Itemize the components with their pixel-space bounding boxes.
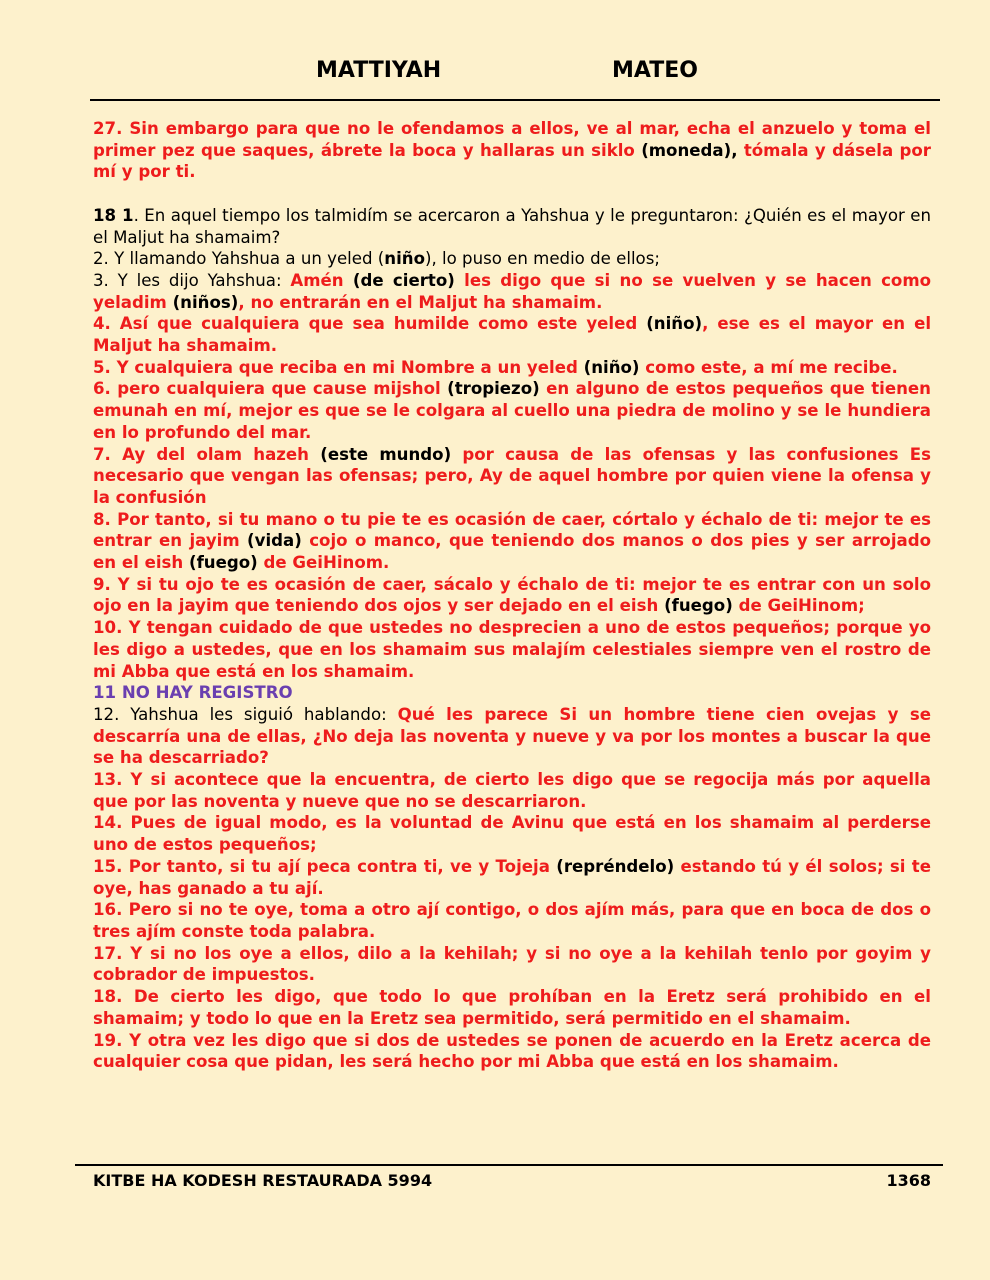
verse-text: de GeiHinom; <box>732 596 865 616</box>
verse-text: 2. Y llamando Yahshua a un yeled ( <box>93 249 385 269</box>
scripture-text <box>93 118 931 1073</box>
verse-gloss: niño <box>384 249 425 269</box>
verse-18-1 <box>93 205 931 248</box>
verse-text: estando tú y él solos; si te oye, has ganado a tu ají. <box>93 856 931 898</box>
verse-16 <box>93 899 931 942</box>
verse-gloss: (fuego) <box>188 553 258 573</box>
verse-6 <box>93 378 931 443</box>
verse-gloss: (niño) <box>583 357 640 377</box>
verse-14 <box>93 812 931 855</box>
verse-text: 27. Sin embargo para que no le ofendamos a ellos, ve al mar, echa el anzuelo y toma el primer pez que saques, ábrete la boca y hallaras un siklo <box>93 119 931 160</box>
verse-gloss: (moneda), <box>641 140 738 160</box>
header-book-spanish: MATEO <box>612 58 698 83</box>
verse-gloss: (niño) <box>646 314 703 334</box>
verse-gloss: (de cierto) <box>343 270 455 290</box>
page-number: 1368 <box>886 1171 931 1190</box>
verse-12 <box>93 704 931 769</box>
verse-text: les digo que si no se vuelven y se hacen como yeladim <box>93 270 932 312</box>
verse-text: cojo o manco, que teniendo dos manos o dos pies y ser arrojado en el eish <box>93 531 931 573</box>
verse-text: 4. Así que cualquiera que sea humilde como este yeled <box>93 314 647 334</box>
verse-gloss: (repréndelo) <box>556 856 675 876</box>
verse-text: 14. Pues de igual modo, es la voluntad de Avinu que está en los shamaim al perderse uno de estos pequeños; <box>93 813 931 855</box>
verse-text: por causa de las ofensas y las confusiones Es necesario que vengan las ofensas; pero, Ay de aquel hombre por quien viene la ofensa y la confusión <box>93 444 931 507</box>
verse-text: 17. Y si no los oye a ellos, dilo a la kehilah; y si no oye a la kehilah tenlo por goyim y cobrador de impuestos. <box>93 943 931 985</box>
footer-rule <box>75 1164 943 1166</box>
verse-text: ), lo puso en medio de ellos; <box>424 249 660 269</box>
verse-gloss: (este mundo) <box>320 444 452 464</box>
verse-3 <box>93 270 931 313</box>
verse-text: Amén <box>290 270 344 290</box>
verse-9 <box>93 574 931 617</box>
verse-gloss: (vida) <box>247 531 302 551</box>
verse-text: 6. pero cualquiera que cause mijshol <box>93 379 448 399</box>
verse-text: 16. Pero si no te oye, toma a otro ají contigo, o dos ajím más, para que en boca de dos o tres ajím conste toda palabra. <box>93 900 931 941</box>
verse-11 <box>93 682 931 704</box>
verse-text: como este, a mí me recibe. <box>639 357 898 377</box>
verse-8 <box>93 509 931 574</box>
paragraph-gap <box>93 183 931 205</box>
verse-text: 9. Y si tu ojo te es ocasión de caer, sácalo y échalo de ti: mejor te es entrar con un solo ojo en la jayim que teniendo dos ojos y ser dejado en el eish <box>93 574 931 616</box>
page-footer <box>93 1171 931 1195</box>
verse-5 <box>93 357 931 379</box>
verse-18 <box>93 986 931 1029</box>
verse-text: , no entrarán en el Maljut ha shamaim. <box>238 292 603 312</box>
verse-gloss: (fuego) <box>664 596 733 616</box>
verse-text: 18. De cierto les digo, que todo lo que prohíban en la Eretz será prohibido en el shamaim; y todo lo que en la Eretz sea permitido, será permitido en el shamaim. <box>93 987 931 1028</box>
verse-27 <box>93 118 931 183</box>
verse-15 <box>93 856 931 899</box>
verse-text: 5. Y cualquiera que reciba en mi Nombre a un yeled <box>93 357 584 377</box>
verse-19 <box>93 1030 931 1073</box>
verse-text: . En aquel tiempo los talmidím se acercaron a Yahshua y le preguntaron: ¿Quién es el mayor en el Maljut ha shamaim? <box>93 205 931 247</box>
verse-text: 19. Y otra vez les digo que si dos de ustedes se ponen de acuerdo en la Eretz acerca de cualquier cosa que pidan, les será hecho por mi Abba que está en los shamaim. <box>93 1030 931 1072</box>
verse-text: de GeiHinom. <box>257 553 390 573</box>
verse-text: 7. Ay del olam hazeh <box>93 444 321 464</box>
verse-text: 10. Y tengan cuidado de que ustedes no desprecien a uno de estos pequeños; porque yo les digo a ustedes, que en los shamaim sus malajím celestiales siempre ven el rostro de mi Abba que está en los shamaim. <box>93 618 931 681</box>
header-book-hebrew: MATTIYAH <box>316 58 442 83</box>
verse-7 <box>93 444 931 509</box>
chapter-number: 18 1 <box>93 205 134 225</box>
verse-text: 15. Por tanto, si tu ají peca contra ti, ve y Tojeja <box>93 856 557 876</box>
verse-4 <box>93 313 931 356</box>
no-record-notice: 11 NO HAY REGISTRO <box>93 683 293 703</box>
header-rule <box>90 99 940 101</box>
verse-13 <box>93 769 931 812</box>
verse-text: 3. Y les dijo Yahshua: <box>93 270 291 290</box>
verse-2 <box>93 248 931 270</box>
page-header <box>0 58 990 88</box>
verse-text: Qué les parece Si un hombre tiene cien ovejas y se descarría una de ellas, ¿No deja las noventa y nueve y va por los montes a buscar la que se ha descarriado? <box>93 704 931 768</box>
verse-text: 8. Por tanto, si tu mano o tu pie te es ocasión de caer, córtalo y échalo de ti: mejor te es entrar en jayim <box>93 509 931 551</box>
verse-text: tómala y dásela por mí y por ti. <box>93 140 931 182</box>
footer-title: KITBE HA KODESH RESTAURADA 5994 <box>93 1171 433 1190</box>
verse-text: 13. Y si acontece que la encuentra, de cierto les digo que se regocija más por aquella que por las noventa y nueve que no se descarriaron. <box>93 770 931 811</box>
verse-10 <box>93 617 931 682</box>
verse-text: en alguno de estos pequeños que tienen emunah en mí, mejor es que se le colgara al cuello una piedra de molino y se le hundiera en lo profundo del mar. <box>93 379 931 442</box>
verse-gloss: (niños) <box>172 292 239 312</box>
verse-17 <box>93 943 931 986</box>
verse-text: , ese es el mayor en el Maljut ha shamaim. <box>93 314 932 356</box>
verse-text: 12. Yahshua les siguió hablando: <box>93 704 398 724</box>
verse-gloss: (tropiezo) <box>447 379 540 399</box>
